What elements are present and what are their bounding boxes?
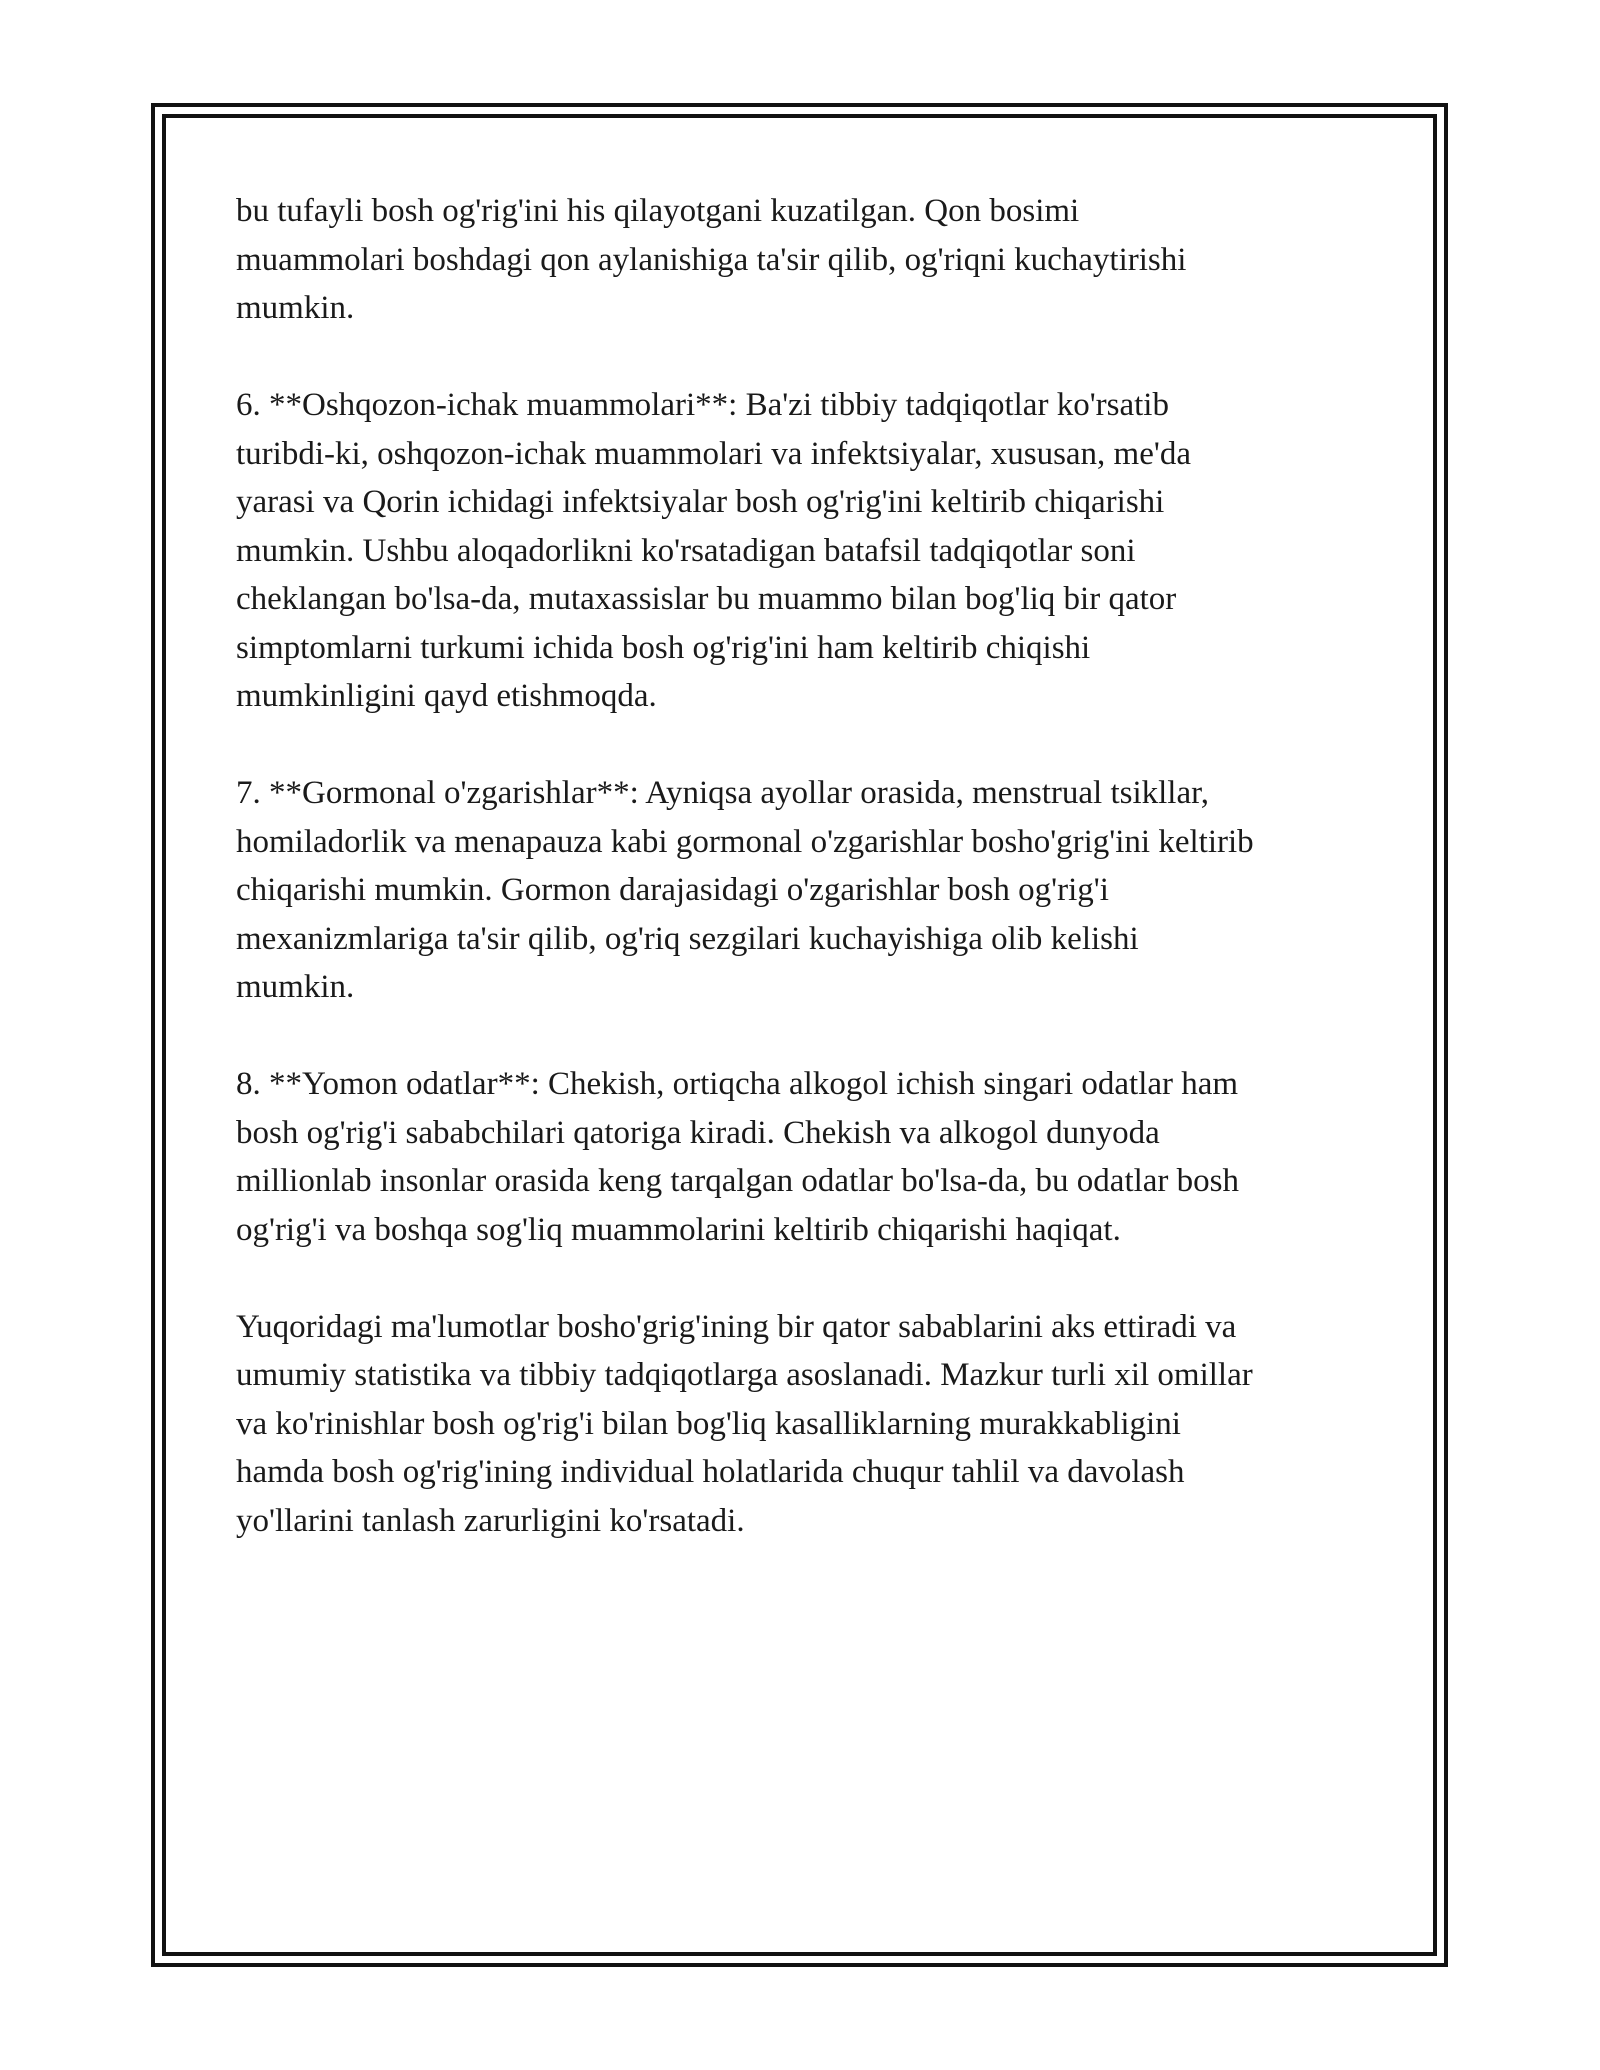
paragraph-conclusion: Yuqoridagi ma'lumotlar bosho'grig'ining bir qator sabablarini aks ettiradi va umumiy statistika va tibbiy tadqiqotlarga asoslanadi. Mazkur turli xil omillar va ko'rinishlar bosh og'rig'i bilan bog'liq kasalliklarning murakkabligini hamda bosh og'rig'ining individual holatlarida chuqur tahlil va davolash yo'llarini tanlash zarurligini ko'rsatadi. [236,1308,1253,1539]
paragraph-item-7: 7. **Gormonal o'zgarishlar**: Ayniqsa ayollar orasida, menstrual tsikllar, homiladorlik va menapauza kabi gormonal o'zgarishlar bosho'grig'ini keltirib chiqarishi mumkin. Gormon darajasidagi o'zgarishlar bosh og'rig'i mexanizmlariga ta'sir qilib, og'riq sezgilari kuchayishiga olib kelishi mumkin. [236,775,1254,1005]
paragraph-item-6: 6. **Oshqozon-ichak muammolari**: Ba'zi tibbiy tadqiqotlar ko'rsatib turibdi-ki, oshqozon-ichak muammolari va infektsiyalar, xususan, me'da yarasi va Qorin ichidagi infektsiyalar bosh og'rig'ini keltirib chiqarishi mumkin. Ushbu aloqadorlikni ko'rsatadigan batafsil tadqiqotlar soni cheklangan bo'lsa-da, mutaxassislar bu muammo bilan bog'liq bir qator simptomlarni turkumi ichida bosh og'rig'ini ham keltirib chiqishi mumkinligini qayd etishmoqda. [236,387,1191,714]
document-body [236,187,1386,1594]
paragraph-item-8: 8. **Yomon odatlar**: Chekish, ortiqcha alkogol ichish singari odatlar ham bosh og'rig'i sababchilari qatoriga kiradi. Chekish va alkogol dunyoda millionlab insonlar orasida keng tarqalgan odatlar bo'lsa-da, bu odatlar bosh og'rig'i va boshqa sog'liq muammolarini keltirib chiqarishi haqiqat. [236,1066,1240,1248]
paragraph-continuation: bu tufayli bosh og'rig'ini his qilayotgani kuzatilgan. Qon bosimi muammolari boshdagi qon aylanishiga ta'sir qilib, og'riqni kuchaytirishi mumkin. [236,193,1187,326]
